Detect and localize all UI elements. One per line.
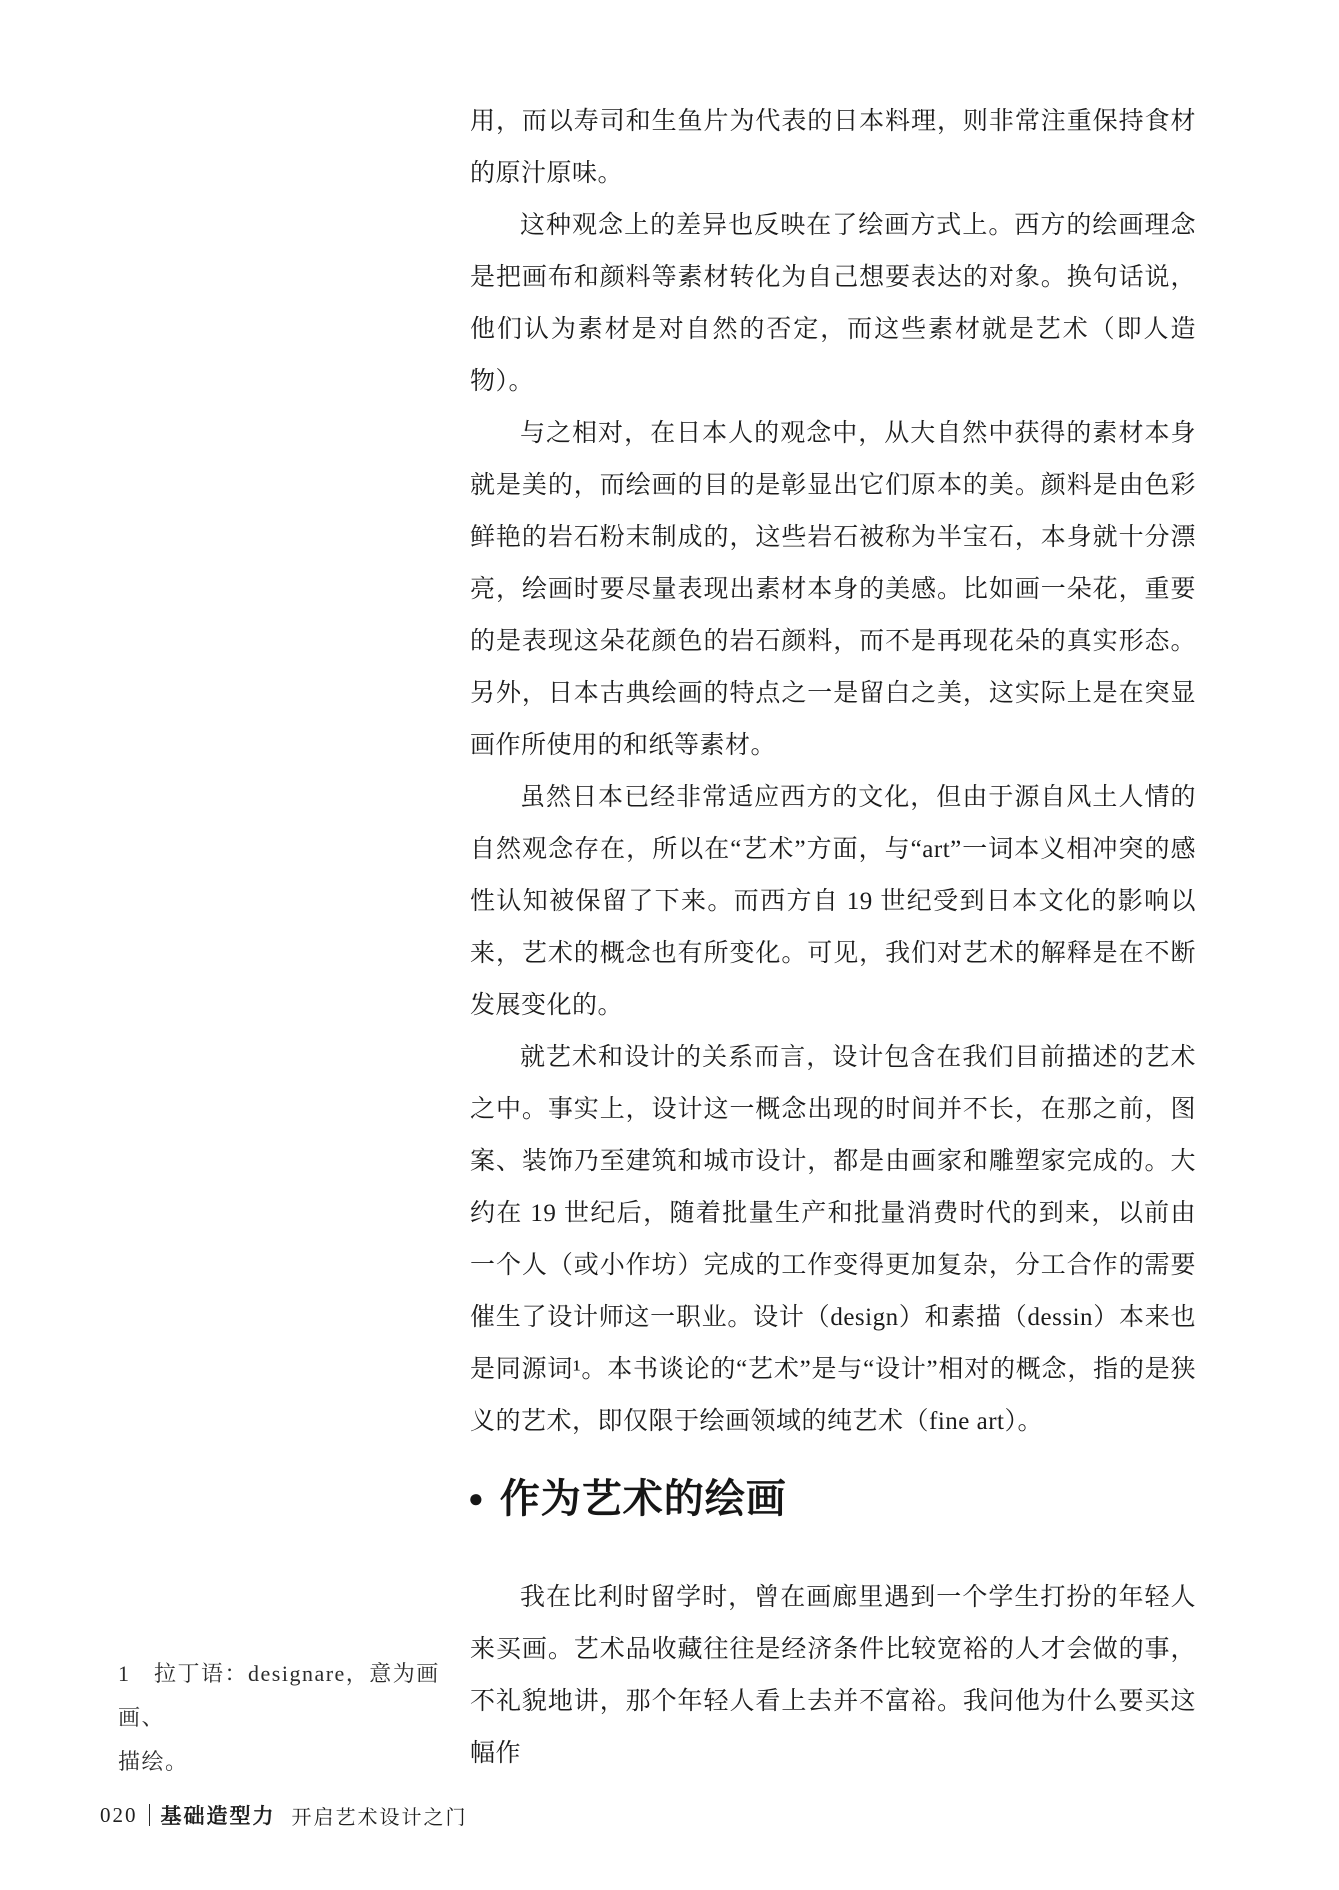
paragraph: 与之相对，在日本人的观念中，从大自然中获得的素材本身就是美的，而绘画的目的是彰显出它们原本的美。颜料是由色彩鲜艳的岩石粉末制成的，这些岩石被称为半宝石，本身就十分漂亮，绘画时要尽量表现出素材本身的美感。比如画一朵花，重要的是表现这朵花颜色的岩石颜料，而不是再现花朵的真实形态。另外，日本古典绘画的特点之一是留白之美，这实际上是在突显画作所使用的和纸等素材。 xyxy=(470,420,1196,759)
footnote-line: 1 拉丁语：designare，意为画画、 xyxy=(118,1661,440,1730)
page-footer xyxy=(100,1800,468,1830)
section-body xyxy=(470,1572,1196,1780)
paragraph: 用，而以寿司和生鱼片为代表的日本料理，则非常注重保持食材的原汁原味。 xyxy=(470,108,1196,187)
main-text-column xyxy=(470,96,1196,1448)
footnote-line: 描绘。 xyxy=(118,1749,189,1774)
footer-divider xyxy=(149,1804,150,1826)
paragraph: 我在比利时留学时，曾在画廊里遇到一个学生打扮的年轻人来买画。艺术品收藏往往是经济条件比较宽裕的人才会做的事，不礼貌地讲，那个年轻人看上去并不富裕。我问他为什么要买这幅作 xyxy=(470,1584,1196,1767)
page-number: 020 xyxy=(100,1802,138,1827)
paragraph: 虽然日本已经非常适应西方的文化，但由于源自风土人情的自然观念存在，所以在“艺术”方面，与“art”一词本义相冲突的感性认知被保留了下来。而西方自 19 世纪受到日本文化的影响以来，艺术的概念也有所变化。可见，我们对艺术的解释是在不断发展变化的。 xyxy=(470,784,1196,1019)
paragraph: 就艺术和设计的关系而言，设计包含在我们目前描述的艺术之中。事实上，设计这一概念出现的时间并不长，在那之前，图案、装饰乃至建筑和城市设计，都是由画家和雕塑家完成的。大约在 19 世纪后，随着批量生产和批量消费时代的到来，以前由一个人（或小作坊）完成的工作变得更加复杂，分工合作的需要催生了设计师这一职业。设计（design）和素描（dessin）本来也是同源词¹。本书谈论的“艺术”是与“设计”相对的概念，指的是狭义的艺术，即仅限于绘画领域的纯艺术（fine art）。 xyxy=(470,1044,1196,1435)
book-title: 基础造型力 xyxy=(160,1804,276,1828)
chapter-title: 开启艺术设计之门 xyxy=(291,1806,468,1829)
section-heading-text: 作为艺术的绘画 xyxy=(499,1476,787,1521)
section-heading xyxy=(468,1473,787,1525)
paragraph: 这种观念上的差异也反映在了绘画方式上。西方的绘画理念是把画布和颜料等素材转化为自己想要表达的对象。换句话说，他们认为素材是对自然的否定，而这些素材就是艺术（即人造物）。 xyxy=(470,212,1196,395)
footnote xyxy=(118,1652,458,1784)
bullet-icon: ● xyxy=(468,1484,484,1513)
